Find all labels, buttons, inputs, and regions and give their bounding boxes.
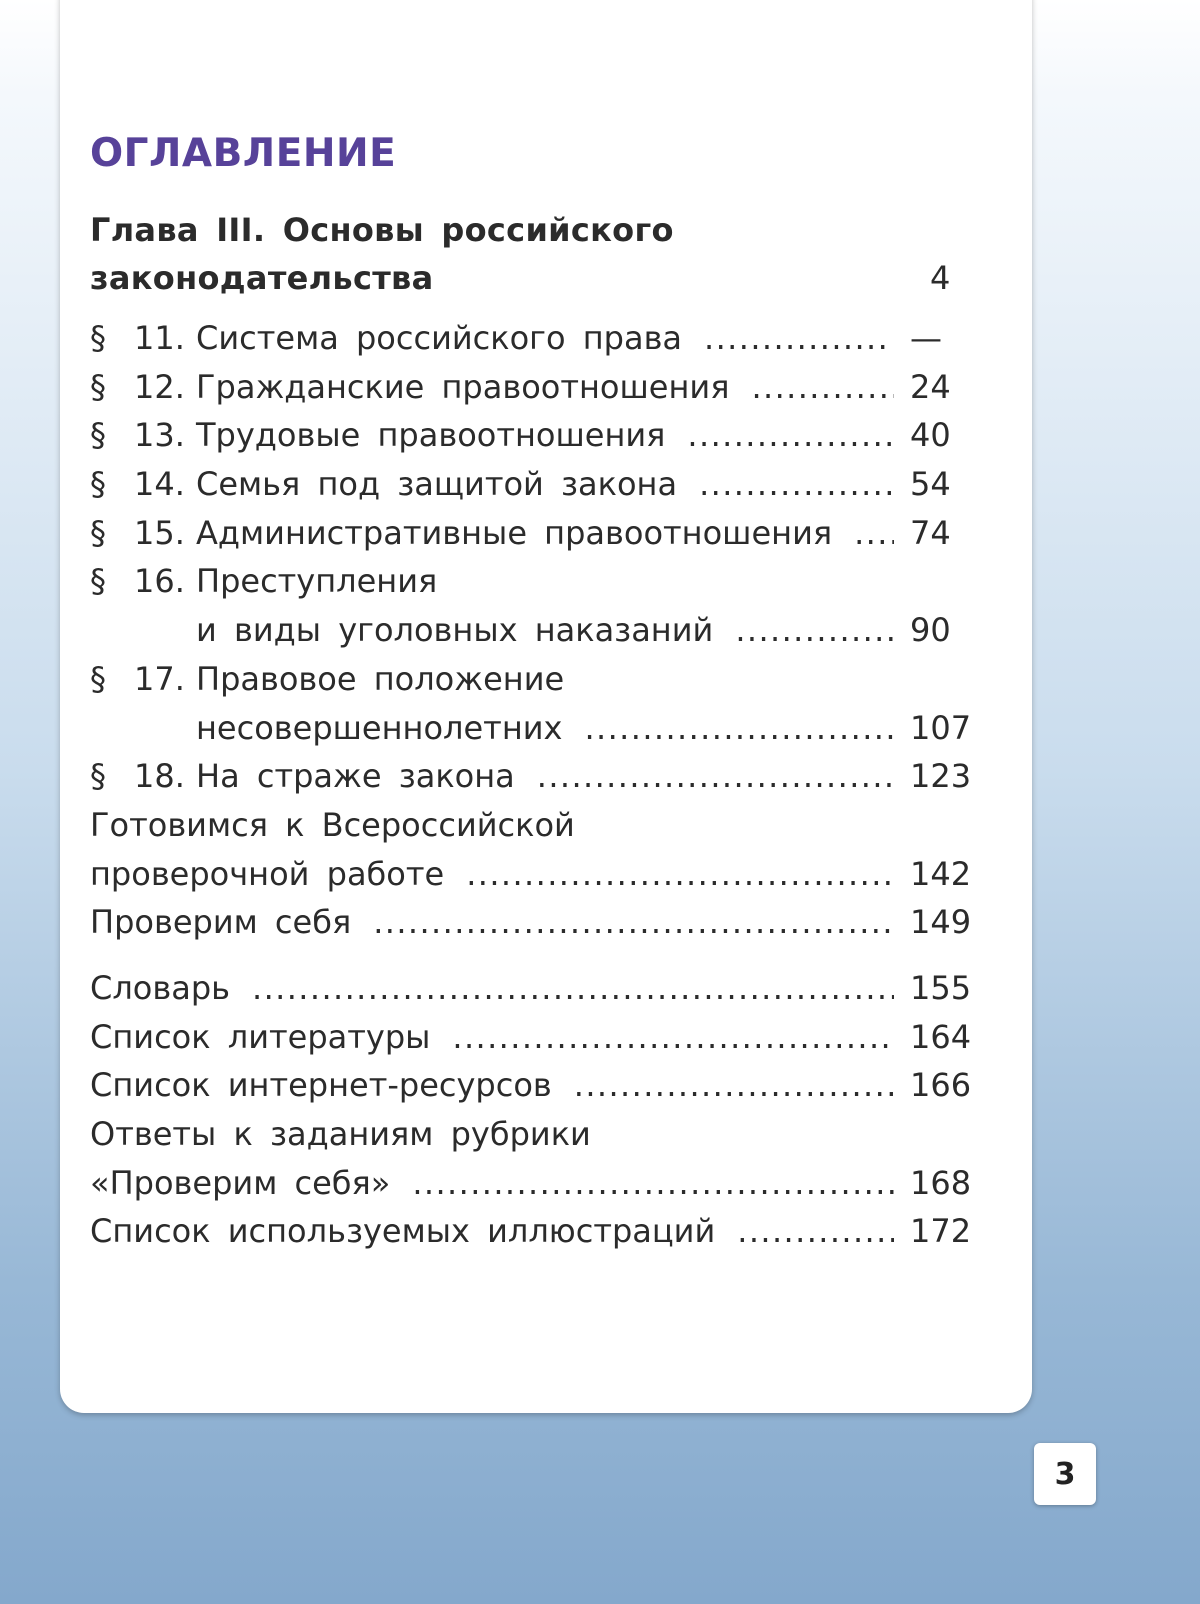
toc-entry-16-cont[interactable] (90, 606, 990, 655)
entry-title-cont: «Проверим себя» (90, 1163, 391, 1202)
toc-entry-13[interactable] (90, 411, 990, 460)
entry-page: 107 (910, 708, 972, 747)
section-number: 17. (134, 659, 185, 698)
dot-leader (854, 509, 894, 558)
section-number: 16. (134, 562, 185, 601)
toc-entry-14[interactable] (90, 460, 990, 509)
dot-leader (452, 1013, 894, 1062)
dot-leader (252, 964, 894, 1013)
section-sign: § (90, 416, 106, 455)
dot-leader (412, 1159, 894, 1208)
toc-entry-18[interactable] (90, 752, 990, 801)
chapter-page: 4 (930, 259, 951, 297)
toc-entry-vpr[interactable] (90, 801, 990, 850)
entry-title: Гражданские правоотношения (196, 367, 730, 406)
dot-leader (537, 752, 894, 801)
entry-page: 149 (910, 903, 972, 942)
dot-leader (574, 1061, 894, 1110)
entry-page: 40 (910, 416, 951, 455)
dot-leader (737, 1207, 894, 1256)
section-sign: § (90, 367, 106, 406)
entry-title: Словарь (90, 968, 231, 1007)
section-number: 12. (134, 367, 185, 406)
toc-entry-internet[interactable] (90, 1061, 990, 1110)
toc-entry-literature[interactable] (90, 1013, 990, 1062)
dot-leader (373, 898, 894, 947)
section-sign: § (90, 659, 106, 698)
entry-title: Список используемых иллюстраций (90, 1212, 716, 1251)
entry-page: 142 (910, 854, 972, 893)
section-sign: § (90, 757, 106, 796)
dot-leader (687, 411, 894, 460)
chapter-title (90, 206, 990, 302)
toc-entry-16[interactable] (90, 557, 990, 606)
entry-page: 123 (910, 757, 972, 796)
entry-title: Административные правоотношения (196, 513, 833, 552)
entry-title: Список литературы (90, 1017, 431, 1056)
toc-entry-self-check[interactable] (90, 898, 990, 947)
section-sign: § (90, 513, 106, 552)
dot-leader (699, 460, 894, 509)
entry-title: Список интернет-ресурсов (90, 1066, 552, 1105)
entry-page: 172 (910, 1212, 972, 1251)
entry-title-cont: проверочной работе (90, 854, 445, 893)
toc-entry-12[interactable] (90, 363, 990, 412)
dot-leader (704, 314, 888, 363)
toc-entry-vpr-cont[interactable] (90, 850, 990, 899)
toc-entry-11[interactable] (90, 314, 990, 363)
section-number: 15. (134, 513, 185, 552)
toc-list (90, 314, 990, 1256)
dot-leader (751, 363, 894, 412)
toc-entry-glossary[interactable] (90, 964, 990, 1013)
entry-page: 74 (910, 513, 951, 552)
dot-leader (466, 850, 894, 899)
section-number: 14. (134, 465, 185, 504)
entry-title: Система российского права (196, 319, 683, 357)
entry-page: 54 (910, 465, 951, 504)
toc-heading: ОГЛАВЛЕНИЕ (90, 131, 397, 176)
dot-leader (584, 704, 894, 753)
entry-title: Готовимся к Всероссийской (90, 805, 575, 844)
section-sign: § (90, 465, 106, 504)
section-number: 13. (134, 416, 185, 455)
entry-title: На страже закона (196, 757, 515, 796)
entry-page: 166 (910, 1066, 972, 1105)
entry-page: 164 (910, 1017, 972, 1056)
entry-page: 90 (910, 611, 951, 650)
entry-title: Семья под защитой закона (196, 465, 678, 504)
section-sign: § (90, 319, 106, 357)
toc-entry-17[interactable] (90, 655, 990, 704)
entry-title: Проверим себя (90, 903, 352, 942)
toc-entry-answers-cont[interactable] (90, 1159, 990, 1208)
toc-entry-17-cont[interactable] (90, 704, 990, 753)
chapter-title-line2-row (90, 254, 990, 302)
entry-page: 24 (910, 367, 951, 406)
chapter-title-line2: законодательства (90, 259, 434, 297)
section-number: 11. (134, 319, 185, 357)
toc-entry-15[interactable] (90, 509, 990, 558)
dot-leader (735, 606, 894, 655)
entry-title-cont: несовершеннолетних (196, 708, 563, 747)
entry-title: Ответы к заданиям рубрики (90, 1115, 591, 1153)
entry-title: Трудовые правоотношения (196, 416, 666, 455)
entry-title: Преступления (196, 562, 438, 601)
section-number: 18. (134, 757, 185, 796)
entry-title-cont: и виды уголовных наказаний (196, 611, 714, 650)
entry-page: 168 (910, 1163, 972, 1202)
entry-title: Правовое положение (196, 659, 565, 698)
entry-page: 155 (910, 968, 972, 1007)
entry-page: — (910, 319, 942, 357)
section-sign: § (90, 562, 106, 601)
page-number: 3 (1034, 1443, 1096, 1505)
toc-entry-illustrations[interactable] (90, 1207, 990, 1256)
toc-entry-answers[interactable] (90, 1110, 990, 1159)
chapter-title-line1: Глава III. Основы российского (90, 211, 674, 249)
